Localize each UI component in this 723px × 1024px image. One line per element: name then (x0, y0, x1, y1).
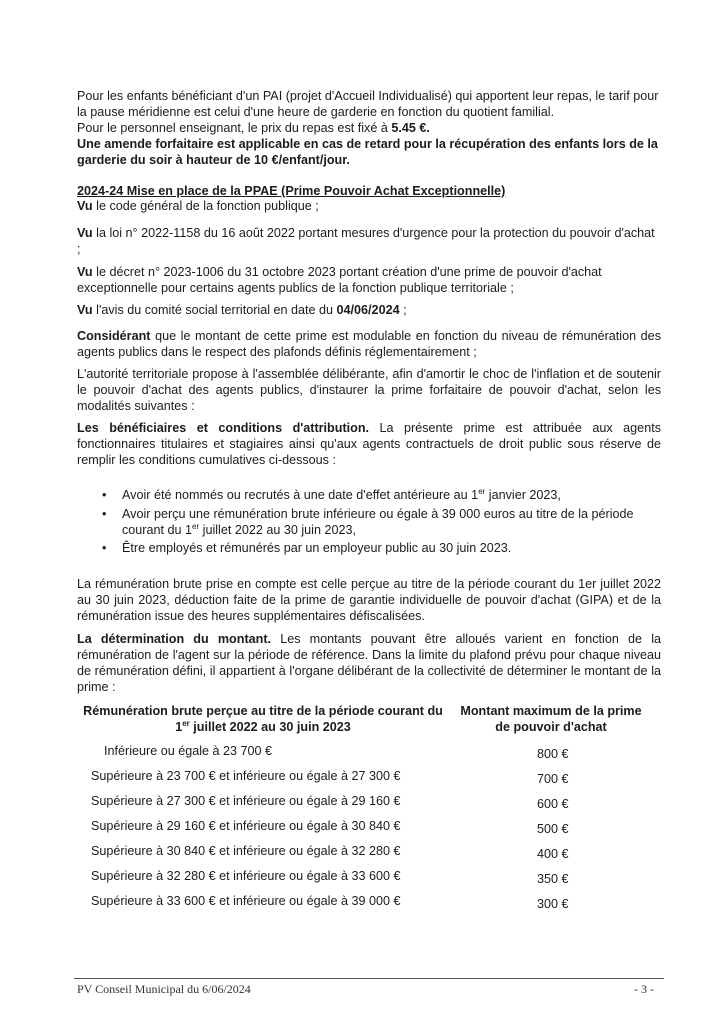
table-header-remuneration: Rémunération brute perçue au titre de la période courant du 1er juillet 2022 au 30 juin 2023 (83, 704, 443, 734)
pai-paragraph (77, 88, 661, 136)
considerant-label: Considérant (77, 329, 151, 343)
vu-text: le décret n° 2023-1006 du 31 octobre 2023 portant création d'une prime de pouvoir d'achat exceptionnelle pour certains agents publics de la fonction publique territoriale ; (77, 265, 602, 295)
page-number: - 3 - (634, 982, 654, 996)
determination-paragraph (77, 631, 661, 695)
table-cell-amount: 300 € (537, 897, 569, 911)
vu-label: Vu (77, 199, 93, 213)
vu-text: la loi n° 2022-1158 du 16 août 2022 portant mesures d'urgence pour la protection du pouvoir d'achat ; (77, 226, 655, 256)
vu-decret (77, 264, 661, 296)
determination-text: Les montants pouvant être alloués varient en fonction de la rémunération de l'agent sur la période de référence. Dans la limite du plafond prévu pour chaque niveau de rémunération défini, il appartient à l'organe délibérant de la collectivité de déterminer le montant de la prime : (77, 632, 661, 694)
table-header-montant: Montant maximum de la prime de pouvoir d'achat (460, 704, 642, 734)
bullet-text: Être employés et rémunérés par un employeur public au 30 juin 2023. (122, 541, 512, 555)
vu-code-general (77, 198, 661, 214)
teacher-meal-text: Pour le personnel enseignant, le prix du repas est fixé à (77, 121, 392, 135)
considerant-text: que le montant de cette prime est modulable en fonction du niveau de rémunération des agents publics dans le respect des plafonds définis réglementairement ; (77, 329, 661, 359)
vu-label: Vu (77, 303, 93, 317)
remuneration-paragraph: La rémunération brute prise en compte est celle perçue au titre de la période courant du 1er juillet 2022 au 30 juin 2023, déduction faite de la prime de garantie individuelle de pouvoir d'achat (GIPA) et de la rémunération issue des heures supplémentaires défiscalisées. (77, 577, 661, 623)
table-cell-range: Supérieure à 23 700 € et inférieure ou égale à 27 300 € (91, 769, 401, 783)
vu-text: le code général de la fonction publique ; (92, 199, 319, 213)
beneficiaires-label: Les bénéficiaires et conditions d'attribution. (77, 421, 370, 435)
table-cell-amount: 500 € (537, 822, 569, 836)
vu-label: Vu (77, 265, 93, 279)
table-cell-amount: 700 € (537, 772, 569, 786)
late-fine-paragraph: Une amende forfaitaire est applicable en cas de retard pour la récupération des enfants lors de la garderie du soir à hauteur de 10 €/enfant/jour. (77, 137, 658, 167)
teacher-meal-price: 5.45 €. (391, 121, 430, 135)
determination-label: La détermination du montant. (77, 632, 272, 646)
pai-text: Pour les enfants bénéficiant d'un PAI (projet d'Accueil Individualisé) qui apportent leur repas, le tarif pour la pause méridienne est celui d'une heure de garderie en fonction du quotient familial. (77, 89, 659, 119)
vu-label: Vu (77, 226, 93, 240)
table-cell-amount: 600 € (537, 797, 569, 811)
vu-avis (77, 302, 661, 318)
table-cell-amount: 350 € (537, 872, 569, 886)
bullet-icon: • (102, 507, 107, 521)
bullet-text: Avoir été nommés ou recrutés à une date d'effet antérieure au 1er janvier 2023, (122, 486, 561, 502)
avis-date: 04/06/2024 (336, 303, 400, 317)
table-cell-amount: 800 € (537, 747, 569, 761)
considerant-paragraph (77, 328, 661, 360)
autorite-paragraph: L'autorité territoriale propose à l'assemblée délibérante, afin d'amortir le choc de l'inflation et de soutenir le pouvoir d'achat des agents publics, d'instaurer la prime forfaitaire de pouvoir d'achat, selon les modalités suivantes : (77, 367, 661, 413)
footer-divider (74, 978, 664, 979)
bullet-text: Avoir perçu une rémunération brute inférieure ou égale à 39 000 euros au titre de la période courant du 1er juillet 2022 au 30 juin 2023, (122, 507, 634, 537)
vu-loi (77, 225, 661, 257)
table-cell-range: Inférieure ou égale à 23 700 € (104, 744, 273, 758)
bullet-icon: • (102, 541, 107, 555)
table-cell-range: Supérieure à 32 280 € et inférieure ou égale à 33 600 € (91, 869, 401, 883)
beneficiaires-paragraph (77, 420, 661, 468)
vu-text: l'avis du comité social territorial en date du (92, 303, 337, 317)
table-cell-range: Supérieure à 33 600 € et inférieure ou égale à 39 000 € (91, 894, 401, 908)
bullet-icon: • (102, 488, 107, 502)
section-title: 2024-24 Mise en place de la PPAE (Prime Pouvoir Achat Exceptionnelle) (77, 184, 506, 198)
beneficiaires-text: La présente prime est attribuée aux agents fonctionnaires titulaires et stagiaires ainsi qu'aux agents contractuels de droit public sous réserve de remplir les conditions cumulatives ci-dessous : (77, 421, 661, 467)
table-cell-range: Supérieure à 29 160 € et inférieure ou égale à 30 840 € (91, 819, 401, 833)
vu-text-end: ; (399, 303, 407, 317)
table-cell-amount: 400 € (537, 847, 569, 861)
table-cell-range: Supérieure à 27 300 € et inférieure ou égale à 29 160 € (91, 794, 401, 808)
footer-title: PV Conseil Municipal du 6/06/2024 (77, 982, 251, 996)
table-cell-range: Supérieure à 30 840 € et inférieure ou égale à 32 280 € (91, 844, 401, 858)
